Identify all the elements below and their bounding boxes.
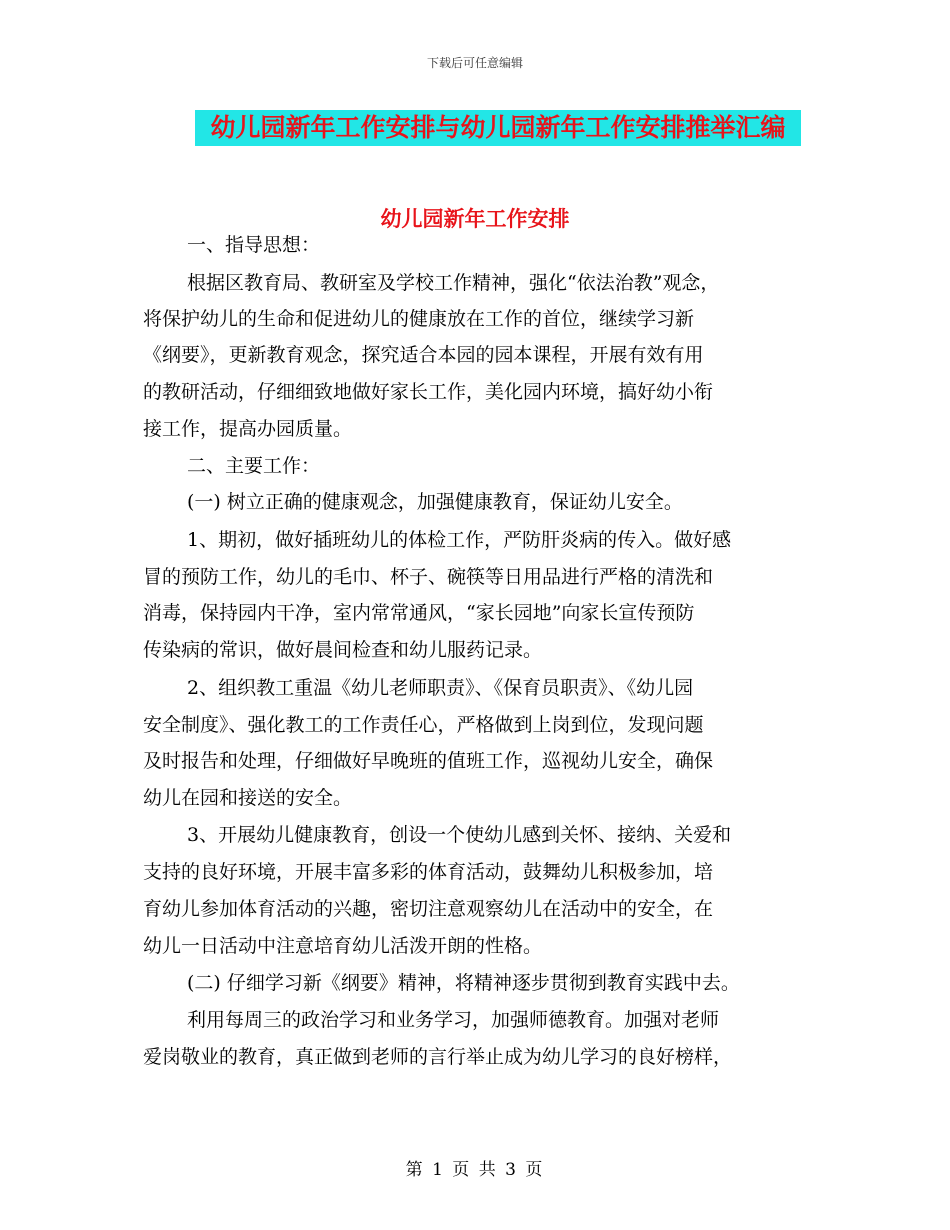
heading-main-work: 二、主要工作： xyxy=(187,455,321,477)
paragraph-line: 利用每周三的政治学习和业务学习，加强师德教育。加强对老师 xyxy=(187,1009,720,1031)
page-footer: 第 1 页 共 3 页 xyxy=(405,1160,545,1180)
paragraph-line: 接工作，提高办园质量。 xyxy=(143,418,353,440)
paragraph-line: 支持的良好环境，开展丰富多彩的体育活动，鼓舞幼儿积极参加，培 xyxy=(143,861,714,883)
paragraph-line: 消毒，保持园内干净，室内常常通风，“家长园地”向家长宣传预防 xyxy=(143,602,695,624)
paragraph-line: 幼儿一日活动中注意培育幼儿活泼开朗的性格。 xyxy=(143,935,543,957)
heading-guiding-thought: 一、指导思想： xyxy=(187,234,321,256)
paragraph-line: 2、组织教工重温《幼儿老师职责》、《保育员职责》、《幼儿园 xyxy=(187,677,694,699)
paragraph-line: 根据区教育局、教研室及学校工作精神，强化“依法治教”观念， xyxy=(187,272,720,294)
paragraph-line: 1、期初，做好插班幼儿的体检工作，严防肝炎病的传入。做好感 xyxy=(187,529,732,551)
subheading-outline-study: (二) 仔细学习新《纲要》精神，将精神逐步贯彻到教育实践中去。 xyxy=(187,972,740,994)
paragraph-line: 及时报告和处理，仔细做好早晚班的值班工作，巡视幼儿安全，确保 xyxy=(143,750,714,772)
paragraph-line: 3、开展幼儿健康教育，创设一个使幼儿感到关怀、接纳、关爱和 xyxy=(187,824,732,846)
subheading-health: (一) 树立正确的健康观念，加强健康教育，保证幼儿安全。 xyxy=(187,491,683,513)
paragraph-line: 《纲要》，更新教育观念，探究适合本园的园本课程，开展有效有用 xyxy=(143,344,704,366)
document-title: 幼儿园新年工作安排与幼儿园新年工作安排推举汇编 xyxy=(195,110,801,146)
paragraph-line: 爱岗敬业的教育，真正做到老师的言行举止成为幼儿学习的良好榜样， xyxy=(143,1046,733,1068)
paragraph-line: 的教研活动，仔细细致地做好家长工作，美化园内环境，搞好幼小衔 xyxy=(143,381,714,403)
paragraph-line: 幼儿在园和接送的安全。 xyxy=(143,787,353,809)
paragraph-line: 冒的预防工作，幼儿的毛巾、杯子、碗筷等日用品进行严格的清洗和 xyxy=(143,566,714,588)
paragraph-line: 传染病的常识，做好晨间检查和幼儿服药记录。 xyxy=(143,639,543,661)
paragraph-line: 育幼儿参加体育活动的兴趣，密切注意观察幼儿在活动中的安全，在 xyxy=(143,898,714,920)
header-note: 下载后可任意编辑 xyxy=(426,56,523,70)
paragraph-line: 安全制度》、强化教工的工作责任心，严格做到上岗到位，发现问题 xyxy=(143,714,704,736)
paragraph-line: 将保护幼儿的生命和促进幼儿的健康放在工作的首位，继续学习新 xyxy=(143,308,695,330)
section-title: 幼儿园新年工作安排 xyxy=(380,207,570,231)
